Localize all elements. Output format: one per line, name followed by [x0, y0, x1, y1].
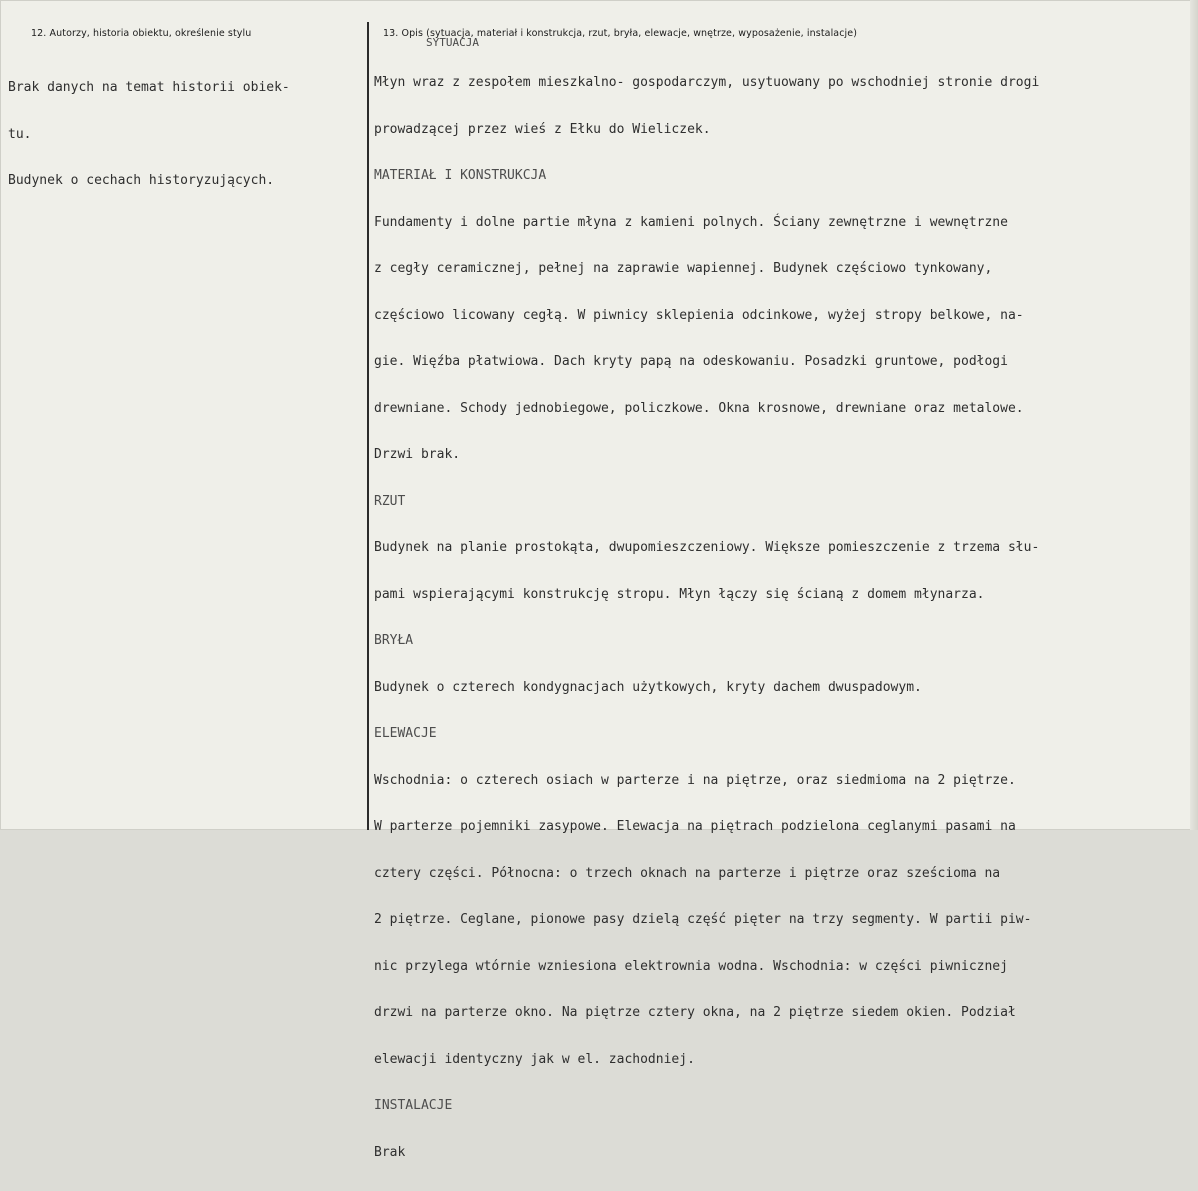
section-heading: ELEWACJE — [374, 726, 437, 741]
card-edge — [1190, 0, 1198, 830]
right-column-body — [374, 44, 1039, 1191]
text-line: prowadzącej przez wieś z Ełku do Wieliczek. — [374, 121, 711, 137]
section-heading: MATERIAŁ I KONSTRUKCJA — [374, 168, 547, 183]
text-line: tu. — [8, 126, 32, 142]
text-line: Brak — [374, 1144, 406, 1160]
column-divider — [367, 22, 369, 830]
section-heading: INSTALACJE — [374, 1098, 453, 1113]
text-line: Fundamenty i dolne partie młyna z kamieni polnych. Ściany zewnętrzne i wewnętrzne — [374, 214, 1008, 230]
text-line: 2 piętrze. Ceglane, pionowe pasy dzielą część pięter na trzy segmenty. W partii piw- — [374, 912, 1032, 927]
text-line: drewniane. Schody jednobiegowe, policzkowe. Okna krosnowe, drewniane oraz metalowe. — [374, 400, 1024, 416]
text-line: Budynek na planie prostokąta, dwupomieszczeniowy. Większe pomieszczenie z trzema słu- — [374, 540, 1040, 555]
text-line: Młyn wraz z zespołem mieszkalno- gospodarczym, usytuowany po wschodniej stronie drogi — [374, 75, 1040, 90]
text-line: Budynek o czterech kondygnacjach użytkowych, kryty dachem dwuspadowym. — [374, 679, 922, 695]
section-heading: RZUT — [374, 493, 406, 509]
text-line: gie. Więźba płatwiowa. Dach kryty papą na odeskowaniu. Posadzki gruntowe, podłogi — [374, 354, 1008, 369]
text-line: częściowo licowany cegłą. W piwnicy sklepienia odcinkowe, wyżej stropy belkowe, na- — [374, 307, 1024, 323]
text-line: Drzwi brak. — [374, 447, 461, 462]
situation-heading: SYTUACJA — [426, 36, 479, 49]
section-heading: BRYŁA — [374, 633, 414, 648]
text-line: Wschodnia: o czterech osiach w parterze i na piętrze, oraz siedmioma na 2 piętrze. — [374, 772, 1016, 788]
text-line: nic przylega wtórnie wzniesiona elektrownia wodna. Wschodnia: w części piwnicznej — [374, 958, 1008, 974]
text-line: z cegły ceramicznej, pełnej na zaprawie wapiennej. Budynek częściowo tynkowany, — [374, 261, 993, 276]
left-column-header: 12. Autorzy, historia obiektu, określenie stylu — [31, 28, 252, 39]
text-line: W parterze pojemniki zasypowe. Elewacja na piętrach podzielona ceglanymi pasami na — [374, 819, 1016, 834]
left-column-body — [8, 49, 290, 220]
text-line: elewacji identyczny jak w el. zachodniej. — [374, 1051, 695, 1067]
text-line: pami wspierającymi konstrukcję stropu. Młyn łączy się ścianą z domem młynarza. — [374, 586, 985, 602]
right-column-header: 13. Opis (sytuacja, materiał i konstrukcja, rzut, bryła, elewacje, wnętrze, wyposażenie, instalacje) — [383, 28, 858, 39]
text-line: drzwi na parterze okno. Na piętrze cztery okna, na 2 piętrze siedem okien. Podział — [374, 1005, 1016, 1020]
text-line: cztery części. Północna: o trzech oknach na parterze i piętrze oraz sześcioma na — [374, 865, 1001, 881]
text-line: Brak danych na temat historii obiek- — [8, 80, 290, 95]
text-line: Budynek o cechach historyzujących. — [8, 173, 275, 188]
